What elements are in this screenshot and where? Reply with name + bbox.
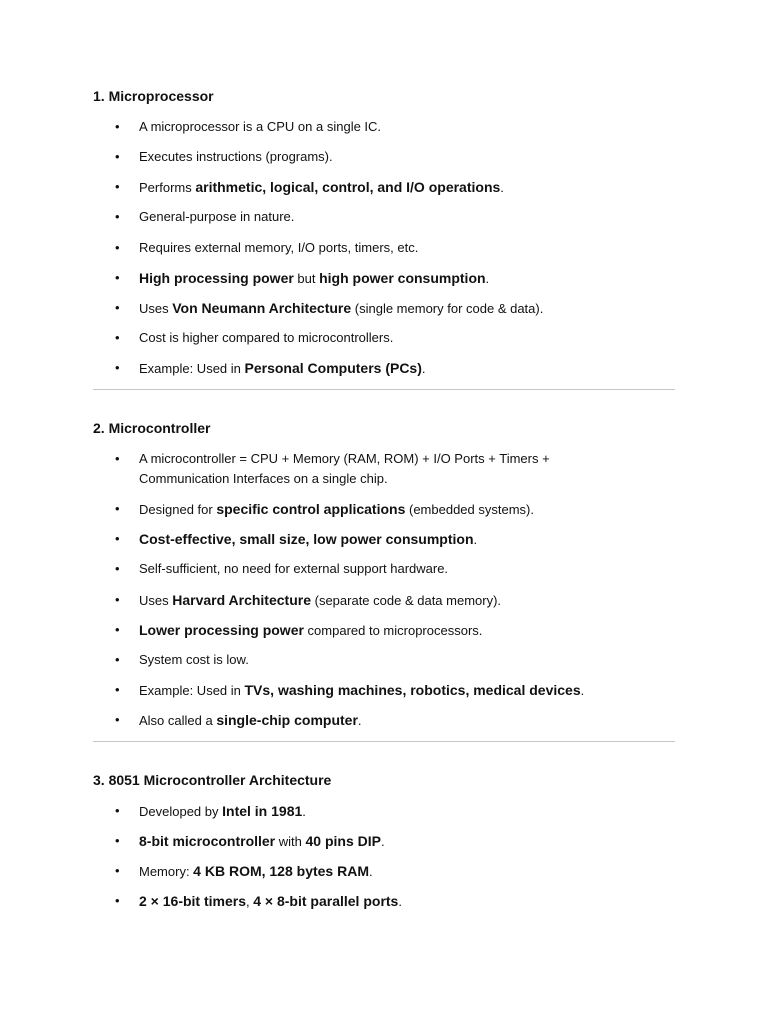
- text-run: Requires external memory, I/O ports, timers, etc.: [139, 240, 419, 255]
- list-item-text: [139, 710, 629, 731]
- text-run: Uses: [139, 593, 173, 608]
- list-item-text: [139, 891, 629, 912]
- bold-phrase: Cost-effective, small size, low power consumption: [139, 531, 474, 547]
- text-run: .: [421, 361, 426, 376]
- list-item-text: [139, 117, 629, 137]
- text-run: .: [380, 834, 385, 849]
- text-run: compared to microprocessors.: [303, 623, 483, 638]
- text-run: Memory:: [139, 864, 194, 879]
- list-item-text: [139, 328, 629, 348]
- text-run: Cost is higher compared to microcontrollers.: [139, 330, 394, 345]
- bold-phrase: high power consumption: [319, 270, 486, 286]
- list-item-text: [139, 801, 629, 822]
- section-heading: 2. Microcontroller: [93, 420, 211, 436]
- text-run: .: [369, 864, 373, 879]
- bullet-icon: •: [115, 451, 120, 466]
- text-run: .: [485, 271, 490, 286]
- bold-phrase: Von Neumann Architecture: [172, 300, 352, 316]
- list-item-text: [139, 529, 629, 550]
- bullet-icon: •: [115, 652, 120, 667]
- text-run: .: [398, 894, 402, 909]
- bold-phrase: Lower processing power: [139, 622, 304, 638]
- bullet-icon: •: [115, 561, 120, 576]
- bold-phrase: High processing power: [139, 270, 294, 286]
- bullet-icon: •: [115, 893, 120, 908]
- bullet-icon: •: [115, 240, 120, 255]
- bullet-icon: •: [115, 803, 120, 818]
- bold-phrase: TVs, washing machines, robotics, medical devices: [244, 682, 581, 698]
- bold-phrase: Personal Computers (PCs): [244, 360, 422, 376]
- text-run: System cost is low.: [139, 652, 249, 667]
- text-run: (separate code & data memory).: [311, 593, 502, 608]
- bold-phrase: 40 pins DIP: [305, 833, 381, 849]
- text-run: with: [275, 834, 306, 849]
- section-divider: [93, 389, 675, 390]
- bold-phrase: specific control applications: [216, 501, 406, 517]
- bullet-icon: •: [115, 501, 120, 516]
- bullet-icon: •: [115, 209, 120, 224]
- section-heading: 3. 8051 Microcontroller Architecture: [93, 772, 332, 788]
- text-run: Also called a: [139, 713, 217, 728]
- bullet-icon: •: [115, 682, 120, 697]
- bold-phrase: Harvard Architecture: [172, 592, 311, 608]
- section-divider: [93, 741, 675, 742]
- list-item-text: [139, 620, 629, 641]
- list-item-text: [139, 650, 629, 670]
- section-heading: 1. Microprocessor: [93, 88, 214, 104]
- bullet-icon: •: [115, 270, 120, 285]
- text-run: General-purpose in nature.: [139, 209, 295, 224]
- list-item-text: [139, 358, 629, 379]
- bullet-icon: •: [115, 119, 120, 134]
- text-run: Developed by: [139, 804, 223, 819]
- text-run: .: [357, 713, 362, 728]
- text-run: Uses: [139, 301, 173, 316]
- list-item-text: [139, 147, 629, 167]
- bold-phrase: 4 × 8-bit parallel ports: [253, 893, 399, 909]
- list-item-text: [139, 268, 629, 289]
- text-run: A microprocessor is a CPU on a single IC.: [139, 119, 382, 134]
- bullet-icon: •: [115, 863, 120, 878]
- text-run: Example: Used in: [139, 361, 245, 376]
- list-item-text: [139, 831, 629, 852]
- bullet-icon: •: [115, 300, 120, 315]
- bullet-icon: •: [115, 149, 120, 164]
- bullet-icon: •: [115, 622, 120, 637]
- bullet-icon: •: [115, 330, 120, 345]
- text-run: Performs: [139, 180, 196, 195]
- text-run: .: [500, 180, 504, 195]
- bold-phrase: single-chip computer: [216, 712, 358, 728]
- text-run: (embedded systems).: [405, 502, 534, 517]
- list-item-text: [139, 207, 629, 227]
- bullet-icon: •: [115, 833, 120, 848]
- text-run: Executes instructions (programs).: [139, 149, 333, 164]
- bold-phrase: 2 × 16-bit timers: [139, 893, 246, 909]
- text-run: .: [302, 804, 306, 819]
- text-run: but: [293, 271, 320, 286]
- bold-phrase: 8-bit microcontroller: [139, 833, 276, 849]
- text-run: (single memory for code & data).: [351, 301, 544, 316]
- text-run: .: [473, 532, 478, 547]
- bullet-icon: •: [115, 179, 120, 194]
- text-run: Designed for: [139, 502, 217, 517]
- bullet-icon: •: [115, 360, 120, 375]
- list-item-text: [139, 590, 629, 611]
- text-run: A microcontroller = CPU + Memory (RAM, ROM) + I/O Ports + Timers + Communication Interfaces on a single chip.: [139, 451, 550, 486]
- list-item-text: [139, 680, 629, 701]
- bullet-icon: •: [115, 712, 120, 727]
- text-run: Self-sufficient, no need for external support hardware.: [139, 561, 449, 576]
- list-item-text: [139, 861, 629, 882]
- text-run: Example: Used in: [139, 683, 245, 698]
- list-item-text: [139, 238, 629, 258]
- list-item-text: [139, 177, 629, 198]
- text-run: .: [580, 683, 585, 698]
- list-item-text: [139, 298, 629, 319]
- bold-phrase: Intel in 1981: [222, 803, 303, 819]
- bullet-icon: •: [115, 531, 120, 546]
- bullet-icon: •: [115, 592, 120, 607]
- list-item-text: [139, 559, 629, 579]
- list-item-text: [139, 499, 629, 520]
- text-run: ,: [246, 894, 254, 909]
- list-item-text: [139, 449, 629, 489]
- bold-phrase: 4 KB ROM, 128 bytes RAM: [193, 863, 369, 879]
- bold-phrase: arithmetic, logical, control, and I/O operations: [195, 179, 501, 195]
